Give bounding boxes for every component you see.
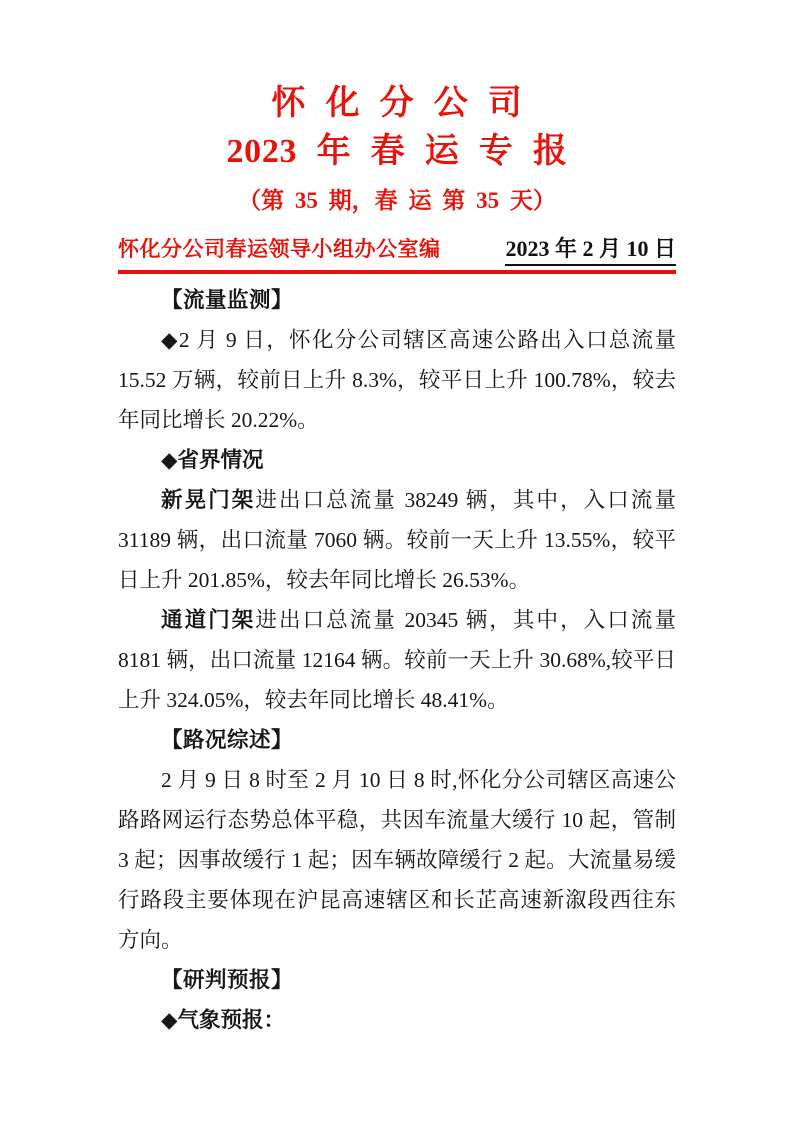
paragraph-tongdao-gantry bbox=[118, 600, 676, 720]
gantry-name-tongdao: 通道门架 bbox=[161, 608, 256, 632]
section-heading-traffic-monitor: 【流量监测】 bbox=[161, 288, 294, 312]
header-meta-row bbox=[118, 232, 676, 266]
publish-date: 2023 年 2 月 10 日 bbox=[505, 232, 676, 266]
report-org-title: 怀 化 分 公 司 bbox=[271, 85, 523, 122]
document-body bbox=[118, 280, 676, 1040]
gantry-stats-xinhuang: 进出口总流量 38249 辆，其中，入口流量 31189 辆，出口流量 7060 辆。较前一天上升 13.55%，较平日上升 201.85%，较去年同比增长 26.53%。 bbox=[118, 488, 676, 592]
paragraph-total-flow: ◆2 月 9 日，怀化分公司辖区高速公路出入口总流量 15.52 万辆，较前日上升 8.3%，较平日上升 100.78%，较去年同比增长 20.22%。 bbox=[118, 328, 676, 432]
paragraph-road-summary: 2 月 9 日 8 时至 2 月 10 日 8 时,怀化分公司辖区高速公路路网运行态势总体平稳，共因车流量大缓行 10 起，管制 3 起；因事故缓行 1 起；因车辆故障缓行 2 起。大流量易缓行路段主要体现在沪昆高速辖区和长芷高速新溆段西往东方向。 bbox=[118, 768, 676, 952]
paragraph-xinhuang-gantry bbox=[118, 480, 676, 600]
issuer-label: 怀化分公司春运领导小组办公室编 bbox=[118, 237, 441, 261]
subheading-weather-forecast: ◆气象预报： bbox=[161, 1008, 286, 1032]
subheading-province-border: ◆省界情况 bbox=[161, 448, 264, 472]
section-heading-forecast: 【研判预报】 bbox=[161, 968, 294, 992]
document-header bbox=[118, 80, 676, 274]
gantry-name-xinhuang: 新晃门架 bbox=[161, 488, 256, 512]
section-heading-road-summary: 【路况综述】 bbox=[161, 728, 294, 752]
gantry-stats-tongdao: 进出口总流量 20345 辆，其中，入口流量 8181 辆，出口流量 12164 辆。较前一天上升 30.68%,较平日上升 324.05%，较去年同比增长 48.41%。 bbox=[118, 608, 676, 712]
report-title: 2023 年 春 运 专 报 bbox=[226, 133, 568, 170]
issue-info: （第 35 期，春 运 第 35 天） bbox=[238, 188, 556, 213]
header-divider bbox=[118, 270, 676, 274]
